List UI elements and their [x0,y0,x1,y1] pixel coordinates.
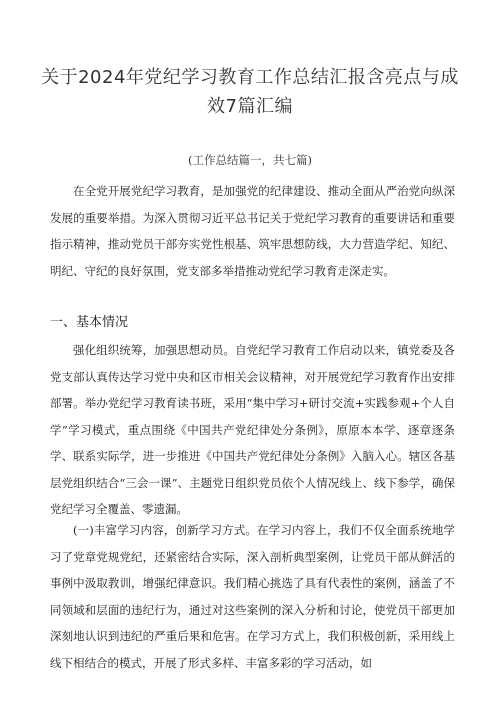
intro-paragraph: 在全党开展党纪学习教育，是加强党的纪律建设、推动全面从严治党向纵深发展的重要举措。为深入贯彻习近平总书记关于党纪学习教育的重要讲话和重要指示精神，推动党员干部夯实党性根基、筑牢思想防线，大力营造学纪、知纪、明纪、守纪的良好氛围，党支部多举措推动党纪学习教育走深走实。 [50,184,455,278]
section-heading: 一、基本情况 [50,315,129,330]
document-title: 关于2024年党纪学习教育工作总结汇报含亮点与成效7篇汇编 [41,67,459,117]
document-subtitle: (工作总结篇一，共七篇) [188,153,312,167]
section-paragraph-1: 强化组织统筹，加强思想动员。自党纪学习教育工作启动以来，镇党委及各党支部认真传达学习党中央和区市相关会议精神，对开展党纪学习教育作出安排部署。举办党纪学习教育读书班，采用“集中学习+研讨交流+实践参观+个人自学”学习模式，重点围绕《中国共产党纪律处分条例》，原原本本学、逐章逐条学、联系实际学，进一步推进《中国共产党纪律处分条例》入脑入心。辖区各基层党组织结合“三会一课”、主题党日组织党员依个人情况线上、线下参学，确保党纪学习全覆盖、零遗漏。 [50,343,455,516]
section-paragraph-2: (一)丰富学习内容，创新学习方式。在学习内容上，我们不仅全面系统地学习了党章党规党纪，还紧密结合实际，深入剖析典型案例，让党员干部从鲜活的事例中汲取教训，增强纪律意识。我们精心挑选了具有代表性的案例，涵盖了不同领域和层面的违纪行为，通过对这些案例的深入分析和讨论，使党员干部更加深刻地认识到违纪的严重后果和危害。在学习方式上，我们积极创新，采用线上线下相结合的模式，开展了形式多样、丰富多彩的学习活动，如 [50,523,455,670]
